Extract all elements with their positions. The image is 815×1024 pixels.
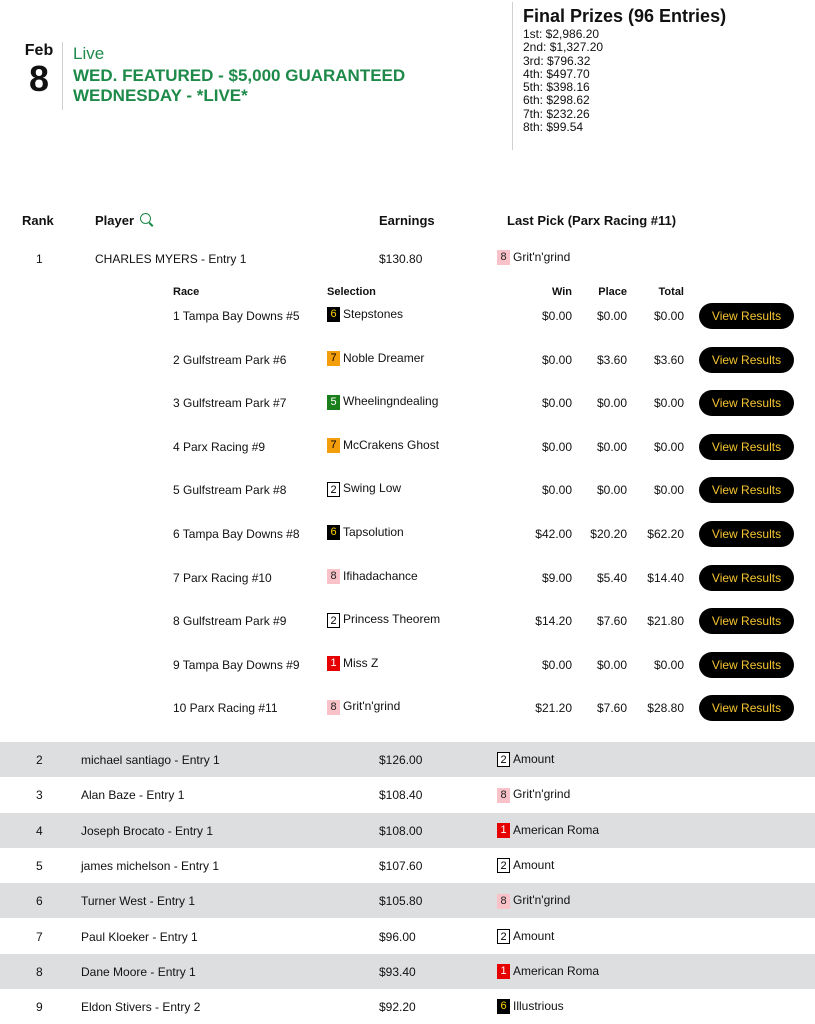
post-number-badge: 8 <box>327 700 340 715</box>
post-number-badge: 1 <box>497 964 510 979</box>
header-last-pick: Last Pick (Parx Racing #11) <box>507 213 677 228</box>
detail-header-win: Win <box>551 286 572 298</box>
selection <box>327 699 400 714</box>
place-amount: $3.60 <box>596 352 627 367</box>
horse-name: Stepstones <box>343 307 404 321</box>
header-rank: Rank <box>22 213 54 228</box>
player-name[interactable]: Dane Moore - Entry 1 <box>81 964 196 979</box>
selection <box>327 307 403 322</box>
rank-cell: 6 <box>36 894 43 909</box>
race-name: 8 Gulfstream Park #9 <box>173 614 287 629</box>
event-day: 8 <box>28 58 50 99</box>
horse-name: Swing Low <box>343 481 402 496</box>
place-amount: $0.00 <box>596 657 627 672</box>
table-row[interactable] <box>0 883 815 918</box>
horse-name: Noble Dreamer <box>343 350 425 365</box>
total-amount: $14.40 <box>647 570 684 585</box>
prize-item: 6th: $298.62 <box>523 93 590 108</box>
place-amount: $0.00 <box>596 439 627 454</box>
table-row[interactable] <box>0 954 815 989</box>
horse-name: Grit'n'grind <box>513 893 571 908</box>
horse-name: Amount <box>513 857 555 872</box>
horse-name: Amount <box>513 752 555 766</box>
last-pick <box>497 858 554 873</box>
divider <box>62 42 63 110</box>
post-number-badge: 1 <box>327 656 340 671</box>
detail-header-selection: Selection <box>327 286 376 298</box>
header-earnings: Earnings <box>379 213 435 228</box>
win-amount: $14.20 <box>535 614 572 629</box>
detail-header-race: Race <box>173 286 200 298</box>
last-pick <box>497 752 554 767</box>
total-amount: $62.20 <box>647 527 684 541</box>
race-detail-row <box>0 303 815 329</box>
selection <box>327 525 404 540</box>
header-player-label: Player <box>95 213 135 228</box>
race-detail-row <box>0 477 815 503</box>
post-number-badge: 2 <box>497 858 510 873</box>
horse-name: American Roma <box>513 963 600 978</box>
view-results-button[interactable]: View Results <box>699 303 794 329</box>
view-results-button[interactable]: View Results <box>699 608 794 634</box>
place-amount: $20.20 <box>590 527 627 541</box>
player-name[interactable]: james michelson - Entry 1 <box>81 858 220 873</box>
selection <box>327 394 438 409</box>
race-name: 6 Tampa Bay Downs #8 <box>173 527 300 541</box>
header-player <box>95 213 151 228</box>
prize-item: 5th: $398.16 <box>523 80 590 95</box>
event-date <box>16 42 62 98</box>
prize-item: 8th: $99.54 <box>523 120 584 135</box>
race-detail-row <box>0 608 815 634</box>
post-number-badge: 6 <box>327 307 340 322</box>
player-name[interactable]: Turner West - Entry 1 <box>81 894 196 909</box>
view-results-button[interactable]: View Results <box>699 347 794 373</box>
post-number-badge: 7 <box>327 438 340 453</box>
win-amount: $0.00 <box>541 352 572 367</box>
detail-header-place: Place <box>598 286 627 298</box>
prize-item: 4th: $497.70 <box>523 66 590 81</box>
race-detail-row <box>0 347 815 373</box>
earnings-cell: $108.00 <box>379 823 423 838</box>
last-pick <box>497 787 570 802</box>
prize-item: 1st: $2,986.20 <box>523 27 600 41</box>
last-pick <box>497 929 554 944</box>
table-row[interactable] <box>0 249 815 271</box>
race-name: 4 Parx Racing #9 <box>173 439 266 454</box>
horse-name: Amount <box>513 928 555 943</box>
total-amount: $0.00 <box>653 439 684 454</box>
last-pick <box>497 823 599 838</box>
race-detail-row <box>0 652 815 678</box>
horse-name: Grit'n'grind <box>513 787 571 802</box>
post-number-badge: 8 <box>497 788 510 803</box>
horse-name: Wheelingndealing <box>343 394 439 409</box>
total-amount: $28.80 <box>647 701 684 716</box>
earnings-cell: $92.20 <box>379 1000 416 1015</box>
race-name: 5 Gulfstream Park #8 <box>173 483 287 498</box>
earnings-cell: $107.60 <box>379 858 423 873</box>
total-amount: $3.60 <box>653 352 684 367</box>
horse-name: Grit'n'grind <box>343 699 401 714</box>
win-amount: $21.20 <box>535 701 572 716</box>
detail-header-total: Total <box>658 286 684 298</box>
selection <box>327 438 439 453</box>
table-row[interactable] <box>0 919 815 954</box>
post-number-badge: 8 <box>327 569 340 584</box>
race-name: 1 Tampa Bay Downs #5 <box>173 309 300 323</box>
horse-name: Illustrious <box>513 999 564 1014</box>
post-number-badge: 8 <box>497 250 510 265</box>
event-status: Live <box>73 44 105 63</box>
rank-cell: 8 <box>36 964 43 979</box>
horse-name: Miss Z <box>343 655 379 670</box>
place-amount: $0.00 <box>596 396 627 411</box>
place-amount: $5.40 <box>596 570 627 585</box>
prizes-divider <box>512 2 513 150</box>
search-icon[interactable] <box>140 213 151 224</box>
player-name[interactable]: michael santiago - Entry 1 <box>81 753 220 767</box>
view-results-button[interactable]: View Results <box>699 477 794 503</box>
prizes-title: Final Prizes (96 Entries) <box>523 6 727 26</box>
race-name: 9 Tampa Bay Downs #9 <box>173 657 300 672</box>
earnings-cell: $93.40 <box>379 964 416 979</box>
selection <box>327 612 440 627</box>
race-name: 3 Gulfstream Park #7 <box>173 396 287 411</box>
horse-name: Tapsolution <box>343 525 404 539</box>
win-amount: $42.00 <box>535 527 572 541</box>
earnings-cell: $130.80 <box>379 252 423 266</box>
last-pick <box>497 999 564 1014</box>
rank-cell: 7 <box>36 929 43 944</box>
total-amount: $0.00 <box>653 396 684 411</box>
rank-cell: 5 <box>36 858 43 873</box>
race-detail-row <box>0 565 815 591</box>
race-detail-row <box>0 434 815 460</box>
view-results-button[interactable]: View Results <box>699 521 794 547</box>
selection <box>327 481 401 496</box>
view-results-button[interactable]: View Results <box>699 652 794 678</box>
earnings-cell: $105.80 <box>379 894 423 909</box>
table-row[interactable] <box>0 848 815 883</box>
race-detail-row <box>0 390 815 416</box>
race-name: 2 Gulfstream Park #6 <box>173 352 287 367</box>
rank-cell: 2 <box>36 753 43 767</box>
earnings-cell: $126.00 <box>379 753 423 767</box>
rank-cell: 4 <box>36 823 43 838</box>
place-amount: $0.00 <box>596 309 627 323</box>
rank-cell: 1 <box>36 252 43 266</box>
player-name[interactable]: CHARLES MYERS - Entry 1 <box>95 252 247 266</box>
race-name: 7 Parx Racing #10 <box>173 570 272 585</box>
prizes-list <box>523 28 603 134</box>
table-row[interactable] <box>0 777 815 812</box>
player-name[interactable]: Paul Kloeker - Entry 1 <box>81 929 198 944</box>
total-amount: $0.00 <box>653 309 684 323</box>
player-name[interactable]: Eldon Stivers - Entry 2 <box>81 1000 201 1015</box>
win-amount: $0.00 <box>541 483 572 498</box>
event-month: Feb <box>24 42 54 59</box>
post-number-badge: 2 <box>497 752 510 767</box>
view-results-button[interactable]: View Results <box>699 434 794 460</box>
win-amount: $0.00 <box>541 309 572 323</box>
player-name[interactable]: Joseph Brocato - Entry 1 <box>81 823 214 838</box>
selection <box>327 569 418 584</box>
horse-name: Princess Theorem <box>343 612 441 627</box>
last-pick <box>497 893 570 908</box>
view-results-button[interactable]: View Results <box>699 565 794 591</box>
post-number-badge: 7 <box>327 351 340 366</box>
horse-name: American Roma <box>513 822 600 837</box>
post-number-badge: 8 <box>497 894 510 909</box>
post-number-badge: 6 <box>497 999 510 1014</box>
view-results-button[interactable]: View Results <box>699 390 794 416</box>
earnings-cell: $108.40 <box>379 788 423 803</box>
horse-name: Grit'n'grind <box>513 250 571 264</box>
selection <box>327 656 378 671</box>
prize-item: 7th: $232.26 <box>523 106 590 121</box>
race-detail-row <box>0 695 815 721</box>
total-amount: $0.00 <box>653 657 684 672</box>
race-name: 10 Parx Racing #11 <box>173 701 278 716</box>
prize-item: 3rd: $796.32 <box>523 53 591 68</box>
total-amount: $21.80 <box>647 614 684 629</box>
view-results-button[interactable]: View Results <box>699 695 794 721</box>
horse-name: Ifihadachance <box>343 568 418 583</box>
horse-name: McCrakens Ghost <box>343 437 440 452</box>
table-row[interactable] <box>0 813 815 848</box>
post-number-badge: 1 <box>497 823 510 838</box>
rank-cell: 9 <box>36 1000 43 1015</box>
place-amount: $0.00 <box>596 483 627 498</box>
win-amount: $9.00 <box>541 570 572 585</box>
post-number-badge: 2 <box>327 613 340 628</box>
post-number-badge: 2 <box>327 482 340 497</box>
post-number-badge: 2 <box>497 929 510 944</box>
table-row[interactable] <box>0 742 815 777</box>
win-amount: $0.00 <box>541 657 572 672</box>
event-title: WED. FEATURED - $5,000 GUARANTEED WEDNESDAY - *LIVE* <box>73 66 406 105</box>
selection <box>327 351 424 366</box>
win-amount: $0.00 <box>541 396 572 411</box>
rank-cell: 3 <box>36 788 43 803</box>
last-pick <box>497 964 599 979</box>
earnings-cell: $96.00 <box>379 929 416 944</box>
place-amount: $7.60 <box>596 701 627 716</box>
win-amount: $0.00 <box>541 439 572 454</box>
last-pick <box>497 250 570 265</box>
total-amount: $0.00 <box>653 483 684 498</box>
player-name[interactable]: Alan Baze - Entry 1 <box>81 788 185 803</box>
race-detail-row <box>0 521 815 547</box>
post-number-badge: 5 <box>327 395 340 410</box>
prize-item: 2nd: $1,327.20 <box>523 40 604 55</box>
table-row[interactable] <box>0 989 815 1024</box>
place-amount: $7.60 <box>596 614 627 629</box>
post-number-badge: 6 <box>327 525 340 540</box>
